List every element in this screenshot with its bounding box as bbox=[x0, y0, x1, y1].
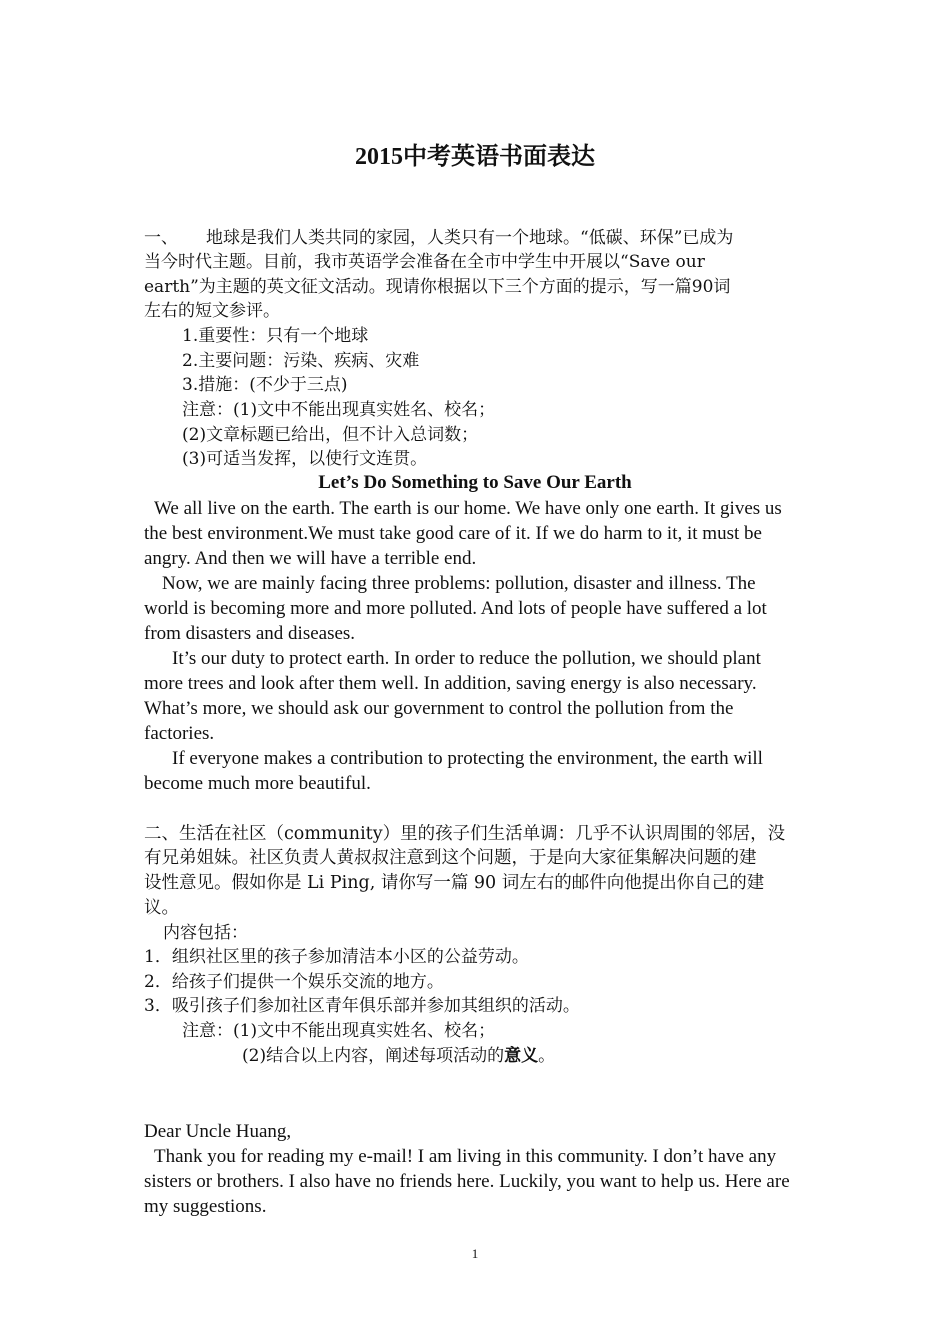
letter-line: Thank you for reading my e-mail! I am living in this community. I don’t have any bbox=[154, 1146, 777, 1167]
essay-line: the best environment.We must take good care of it. If we do harm to it, it must be bbox=[144, 523, 762, 544]
section2-prompt-line: 议。 bbox=[144, 898, 179, 918]
essay-line: We all live on the earth. The earth is our home. We have only one earth. It gives us bbox=[154, 498, 782, 519]
essay-line: Now, we are mainly facing three problems: pollution, disaster and illness. The bbox=[162, 573, 756, 594]
essay-line: factories. bbox=[144, 723, 215, 744]
section2-note2-emphasis: 意义 bbox=[504, 1046, 539, 1066]
essay-line: more trees and look after them well. In addition, saving energy is also necessary. bbox=[144, 673, 757, 694]
letter-line: my suggestions. bbox=[144, 1196, 267, 1217]
section2-prompt-line: 二、生活在社区（community）里的孩子们生活单调：几乎不认识周围的邻居，没 bbox=[144, 824, 786, 844]
section1-label: 一、 bbox=[144, 228, 178, 248]
section2-item: 3．吸引孩子们参加社区青年俱乐部并参加其组织的活动。 bbox=[144, 996, 580, 1016]
section1-prompt-line: 地球是我们人类共同的家园，人类只有一个地球。“低碳、环保”已成为 bbox=[206, 228, 734, 248]
section2-content-label: 内容包括： bbox=[163, 923, 248, 943]
section1-prompt-line: earth”为主题的英文征文活动。现请你根据以下三个方面的提示，写一篇90词 bbox=[144, 277, 731, 297]
essay-line: become much more beautiful. bbox=[144, 773, 371, 794]
section1-point: 3.措施：(不少于三点) bbox=[182, 375, 348, 395]
section2-note bbox=[242, 1044, 555, 1069]
section2-prompt-line: 设性意见。假如你是 Li Ping, 请你写一篇 90 词左右的邮件向他提出你自己的建 bbox=[144, 873, 765, 893]
section2-note: 注意：(1)文中不能出现真实姓名、校名； bbox=[182, 1021, 496, 1041]
essay-title: Let’s Do Something to Save Our Earth bbox=[318, 472, 632, 493]
section1-prompt-line: 当今时代主题。目前，我市英语学会准备在全市中学生中开展以“Save our bbox=[144, 252, 705, 272]
essay-line: angry. And then we will have a terrible end. bbox=[144, 548, 477, 569]
section1-point: 2.主要问题：污染、疾病、灾难 bbox=[182, 351, 420, 371]
section2-item: 1．组织社区里的孩子参加清洁本小区的公益劳动。 bbox=[144, 947, 529, 967]
section1-note: (2)文章标题已给出，但不计入总词数； bbox=[182, 425, 479, 445]
section2-note2-prefix: (2)结合以上内容，阐述每项活动的 bbox=[242, 1046, 505, 1066]
essay-line: It’s our duty to protect earth. In order to reduce the pollution, we should plant bbox=[172, 648, 761, 669]
essay-line: What’s more, we should ask our government to control the pollution from the bbox=[144, 698, 734, 719]
essay-line: world is becoming more and more polluted. And lots of people have suffered a lot bbox=[144, 598, 767, 619]
section2-item: 2．给孩子们提供一个娱乐交流的地方。 bbox=[144, 972, 444, 992]
letter-line: sisters or brothers. I also have no friends here. Luckily, you want to help us. Here are bbox=[144, 1171, 790, 1192]
essay-line: from disasters and diseases. bbox=[144, 623, 356, 644]
page-title: 2015中考英语书面表达 bbox=[355, 144, 595, 170]
section1-note: 注意：(1)文中不能出现真实姓名、校名； bbox=[182, 400, 496, 420]
section1-note: (3)可适当发挥，以使行文连贯。 bbox=[182, 449, 428, 469]
section2-prompt-line: 有兄弟姐妹。社区负责人黄叔叔注意到这个问题，于是向大家征集解决问题的建 bbox=[144, 848, 757, 868]
essay-line: If everyone makes a contribution to protecting the environment, the earth will bbox=[172, 748, 763, 769]
section1-prompt-line: 左右的短文参评。 bbox=[144, 301, 280, 321]
section1-point: 1.重要性：只有一个地球 bbox=[182, 326, 369, 346]
page-number: 1 bbox=[471, 1246, 479, 1261]
letter-greeting: Dear Uncle Huang, bbox=[144, 1121, 292, 1142]
section2-note2-suffix: 。 bbox=[538, 1046, 556, 1066]
